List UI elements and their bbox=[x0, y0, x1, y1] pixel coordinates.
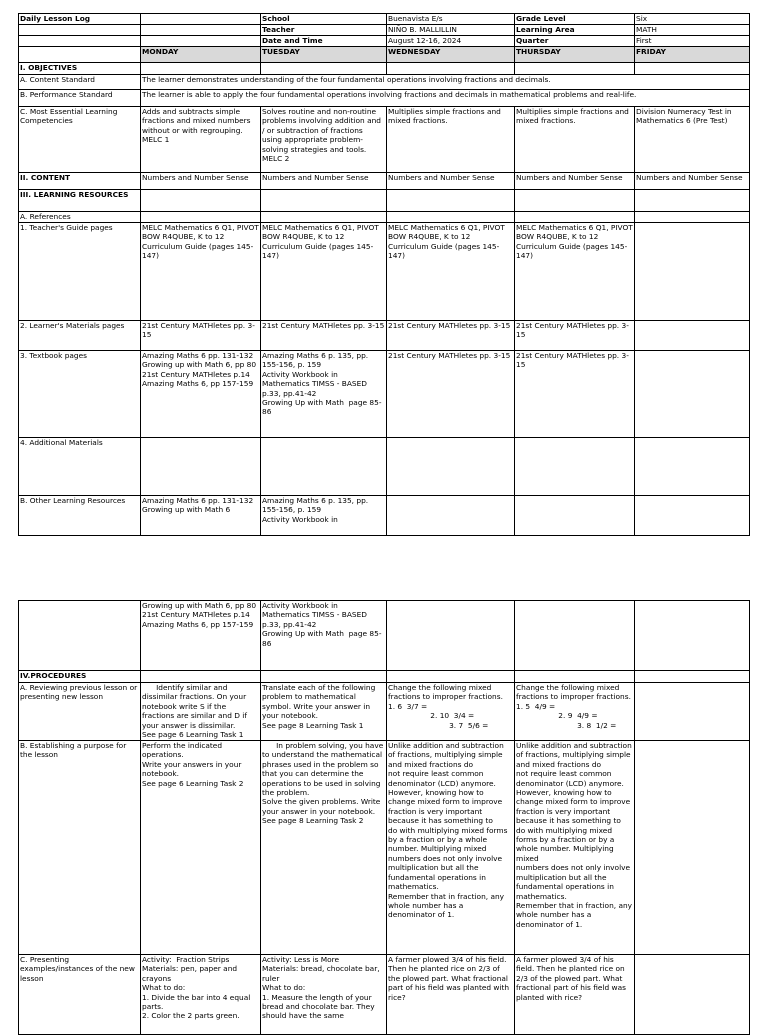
tb-wednesday: 21st Century MATHletes pp. 3-15 bbox=[387, 351, 515, 438]
day-friday: FRIDAY bbox=[635, 47, 750, 63]
tb-tuesday: Amazing Maths 6 p. 135, pp. 155-156, p. 159 Activity Workbook in Mathematics TIMSS - BASED p.33, pp.41-42 Growing Up with Math page 85-86 bbox=[261, 351, 387, 438]
date-value: August 12-16, 2024 bbox=[387, 36, 515, 47]
competency-friday: Division Numeracy Test in Mathematics 6 (Pre Test) bbox=[635, 107, 750, 173]
teacher-value: NIÑO B. MALLILLIN bbox=[387, 25, 515, 36]
objectives-heading: I. OBJECTIVES bbox=[19, 63, 141, 75]
procedure-b-monday: Perform the indicated operations. Write your answers in your notebook. See page 6 Learning Task 2 bbox=[141, 741, 261, 955]
tg-thursday: MELC Mathematics 6 Q1, PIVOT BOW R4QUBE, K to 12 Curriculum Guide (pages 145-147) bbox=[515, 223, 635, 321]
other-resources-label: B. Other Learning Resources bbox=[19, 496, 141, 536]
area-value: MATH bbox=[635, 25, 750, 36]
competency-thursday: Multiplies simple fractions and mixed fractions. bbox=[515, 107, 635, 173]
lm-monday: 21st Century MATHletes pp. 3-15 bbox=[141, 321, 261, 351]
content-thursday: Numbers and Number Sense bbox=[515, 173, 635, 190]
tg-label: 1. Teacher's Guide pages bbox=[19, 223, 141, 321]
doc-title: Daily Lesson Log bbox=[19, 14, 141, 25]
day-wednesday: WEDNESDAY bbox=[387, 47, 515, 63]
resources-heading: III. LEARNING RESOURCES bbox=[19, 190, 141, 212]
procedure-c-wednesday: A farmer plowed 3/4 of his field. Then he planted rice on 2/3 of the plowed part. What fractional part of his field was planted with rice? bbox=[387, 955, 515, 1035]
lm-thursday: 21st Century MATHletes pp. 3-15 bbox=[515, 321, 635, 351]
competency-monday: Adds and subtracts simple fractions and mixed numbers without or with regrouping. MELC 1 bbox=[141, 107, 261, 173]
lm-label: 2. Learner's Materials pages bbox=[19, 321, 141, 351]
lm-tuesday: 21st Century MATHletes pp. 3-15 bbox=[261, 321, 387, 351]
procedure-a-wednesday: Change the following mixed fractions to improper fractions. 1. 6 3/7 = 2. 10 3/4 = 3. 7 5/6 = bbox=[387, 683, 515, 741]
grade-label: Grade Level bbox=[515, 14, 635, 25]
other-tuesday-p2: Activity Workbook in Mathematics TIMSS - BASED p.33, pp.41-42 Growing Up with Math page 85-86 bbox=[261, 601, 387, 671]
other-monday-p1: Amazing Maths 6 pp. 131-132 Growing up with Math 6 bbox=[141, 496, 261, 536]
date-label: Date and Time bbox=[261, 36, 387, 47]
day-tuesday: TUESDAY bbox=[261, 47, 387, 63]
performance-standard-label: B. Performance Standard bbox=[19, 90, 141, 107]
tg-tuesday: MELC Mathematics 6 Q1, PIVOT BOW R4QUBE, K to 12 Curriculum Guide (pages 145-147) bbox=[261, 223, 387, 321]
tg-monday: MELC Mathematics 6 Q1, PIVOT BOW R4QUBE, K to 12 Curriculum Guide (pages 145-147) bbox=[141, 223, 261, 321]
other-tuesday-p1: Amazing Maths 6 p. 135, pp. 155-156, p. 159 Activity Workbook in bbox=[261, 496, 387, 536]
tg-wednesday: MELC Mathematics 6 Q1, PIVOT BOW R4QUBE, K to 12 Curriculum Guide (pages 145-147) bbox=[387, 223, 515, 321]
procedure-b-thursday: Unlike addition and subtraction of fractions, multiplying simple and mixed fractions do not require least common denominator (LCD) anymore. However, knowing how to change mixed form to improve fraction is very important because it has something to do with multiplying mixed forms by a fraction or by a whole number. Multiplying mixed numbers does not only involve multiplication but all the fundamental operations in mathematics. Remember that in fraction, any whole number has a denominator of 1. bbox=[515, 741, 635, 955]
content-heading: II. CONTENT bbox=[19, 173, 141, 190]
additional-materials-label: 4. Additional Materials bbox=[19, 438, 141, 496]
quarter-label: Quarter bbox=[515, 36, 635, 47]
content-standard-label: A. Content Standard bbox=[19, 75, 141, 90]
references-label: A. References bbox=[19, 212, 141, 223]
grade-value: Six bbox=[635, 14, 750, 25]
tb-monday: Amazing Maths 6 pp. 131-132 Growing up with Math 6, pp 80 21st Century MATHletes p.14 Amazing Maths 6, pp 157-159 bbox=[141, 351, 261, 438]
procedure-a-label: A. Reviewing previous lesson or presenting new lesson bbox=[19, 683, 141, 741]
lm-wednesday: 21st Century MATHletes pp. 3-15 bbox=[387, 321, 515, 351]
quarter-value: First bbox=[635, 36, 750, 47]
area-label: Learning Area bbox=[515, 25, 635, 36]
procedure-c-tuesday: Activity: Less is More Materials: bread, chocolate bar, ruler What to do: 1. Measure the length of your bread and chocolate bar. They should have the same bbox=[261, 955, 387, 1035]
content-friday: Numbers and Number Sense bbox=[635, 173, 750, 190]
procedure-b-wednesday: Unlike addition and subtraction of fractions, multiplying simple and mixed fractions do not require least common denominator (LCD) anymore. However, knowing how to change mixed form to improve fraction is very important because it has something to do with multiplying mixed forms by a fraction or by a whole number. Multiplying mixed numbers does not only involve multiplication but all the fundamental operations in mathematics. Remember that in fraction, any whole number has a denominator of 1. bbox=[387, 741, 515, 955]
procedure-a-tuesday: Translate each of the following problem to mathematical symbol. Write your answer in your notebook. See page 8 Learning Task 1 bbox=[261, 683, 387, 741]
procedures-heading: IV.PROCEDURES bbox=[19, 671, 141, 683]
content-wednesday: Numbers and Number Sense bbox=[387, 173, 515, 190]
procedure-c-thursday: A farmer plowed 3/4 of his field. Then he planted rice on 2/3 of the plowed part. What fractional part of his field was planted with rice? bbox=[515, 955, 635, 1035]
teacher-label: Teacher bbox=[261, 25, 387, 36]
procedure-b-label: B. Establishing a purpose for the lesson bbox=[19, 741, 141, 955]
lesson-log-table-page-2 bbox=[18, 600, 750, 1035]
competency-tuesday: Solves routine and non-routine problems involving addition and / or subtraction of fractions using appropriate problem-solving strategies and tools. MELC 2 bbox=[261, 107, 387, 173]
school-label: School bbox=[261, 14, 387, 25]
day-thursday: THURSDAY bbox=[515, 47, 635, 63]
competency-label: C. Most Essential Learning Competencies bbox=[19, 107, 141, 173]
performance-standard-text: The learner is able to apply the four fundamental operations involving fractions and decimals in mathematical problems and real-life. bbox=[141, 90, 750, 107]
other-monday-p2: Growing up with Math 6, pp 80 21st Century MATHletes p.14 Amazing Maths 6, pp 157-159 bbox=[141, 601, 261, 671]
procedure-c-monday: Activity: Fraction Strips Materials: pen, paper and crayons What to do: 1. Divide the bar into 4 equal parts. 2. Color the 2 parts green. bbox=[141, 955, 261, 1035]
school-value: Buenavista E/s bbox=[387, 14, 515, 25]
tb-label: 3. Textbook pages bbox=[19, 351, 141, 438]
competency-wednesday: Multiplies simple fractions and mixed fractions. bbox=[387, 107, 515, 173]
day-monday: MONDAY bbox=[141, 47, 261, 63]
procedure-a-thursday: Change the following mixed fractions to improper fractions. 1. 5 4/9 = 2. 9 4/9 = 3. 8 1/2 = bbox=[515, 683, 635, 741]
procedure-a-monday: Identify similar and dissimilar fractions. On your notebook write S if the fractions are similar and D if your answer is dissimilar. See page 6 Learning Task 1 bbox=[141, 683, 261, 741]
content-standard-text: The learner demonstrates understanding of the four fundamental operations involving fractions and decimals. bbox=[141, 75, 750, 90]
procedure-b-tuesday: In problem solving, you have to understand the mathematical phrases used in the problem so that you can determine the operations to be used in solving the problem. Solve the given problems. Write your answer in your notebook. See page 8 Learning Task 2 bbox=[261, 741, 387, 955]
tb-thursday: 21st Century MATHletes pp. 3-15 bbox=[515, 351, 635, 438]
procedure-c-label: C. Presenting examples/instances of the new lesson bbox=[19, 955, 141, 1035]
content-tuesday: Numbers and Number Sense bbox=[261, 173, 387, 190]
content-monday: Numbers and Number Sense bbox=[141, 173, 261, 190]
